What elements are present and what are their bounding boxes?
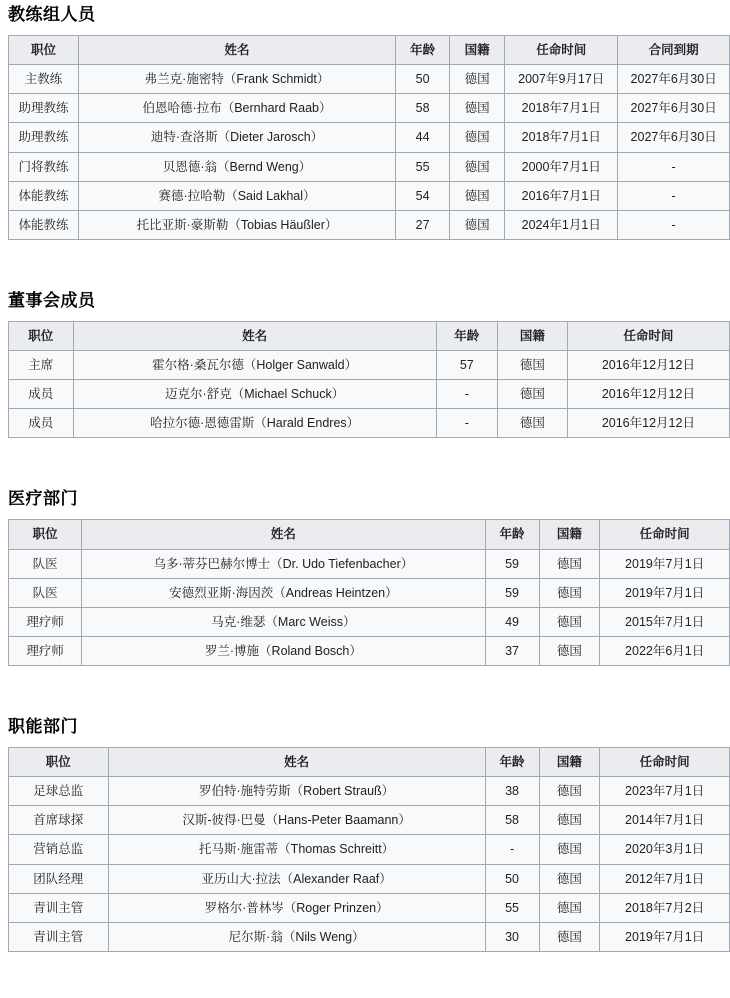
column-header: 职位 <box>9 748 109 777</box>
column-header: 任命时间 <box>505 36 618 65</box>
table-cell: 理疗师 <box>9 607 82 636</box>
table-row <box>9 922 730 951</box>
table-cell: 德国 <box>497 409 567 438</box>
table-cell: 首席球探 <box>9 806 109 835</box>
table-cell: 青训主管 <box>9 922 109 951</box>
column-header: 年龄 <box>485 748 539 777</box>
table-cell: 2024年1月1日 <box>505 210 618 239</box>
table-cell: 弗兰克·施密特（Frank Schmidt） <box>79 65 396 94</box>
table-cell: 主席 <box>9 351 74 380</box>
table-cell: 德国 <box>450 210 505 239</box>
table-cell: 亚历山大·拉法（Alexander Raaf） <box>108 864 485 893</box>
column-header: 年龄 <box>485 520 539 549</box>
table-cell: 德国 <box>450 152 505 181</box>
staff-section <box>0 712 730 952</box>
staff-section <box>0 286 730 439</box>
staff-section <box>0 484 730 666</box>
column-header: 年龄 <box>436 321 497 350</box>
table-cell: 58 <box>485 806 539 835</box>
table-cell: 54 <box>396 181 450 210</box>
column-header: 年龄 <box>396 36 450 65</box>
table-row <box>9 181 730 210</box>
table-cell: 2000年7月1日 <box>505 152 618 181</box>
table-row <box>9 864 730 893</box>
staff-table <box>8 747 730 952</box>
column-header: 任命时间 <box>600 520 730 549</box>
table-cell: 德国 <box>539 922 600 951</box>
table-header-row <box>9 321 730 350</box>
table-cell: 德国 <box>539 893 600 922</box>
section-title: 医疗部门 <box>8 489 78 509</box>
table-row <box>9 777 730 806</box>
table-cell: - <box>618 210 730 239</box>
table-row <box>9 549 730 578</box>
table-cell: 2019年7月1日 <box>600 922 730 951</box>
table-cell: 德国 <box>450 181 505 210</box>
table-row <box>9 94 730 123</box>
table-cell: 德国 <box>539 578 600 607</box>
table-cell: 2018年7月2日 <box>600 893 730 922</box>
section-title: 职能部门 <box>8 717 78 736</box>
table-cell: 赛德·拉哈勒（Said Lakhal） <box>79 181 396 210</box>
table-cell: 成员 <box>9 409 74 438</box>
table-cell: 德国 <box>539 835 600 864</box>
table-cell: 队医 <box>9 549 82 578</box>
table-cell: 59 <box>485 578 539 607</box>
table-header-row <box>9 36 730 65</box>
table-cell: - <box>618 152 730 181</box>
section-title: 教练组人员 <box>8 5 96 24</box>
table-cell: 2016年12月12日 <box>567 351 729 380</box>
table-cell: 44 <box>396 123 450 152</box>
table-cell: 2027年6月30日 <box>618 65 730 94</box>
table-header-row <box>9 748 730 777</box>
column-header: 国籍 <box>539 748 600 777</box>
table-cell: 27 <box>396 210 450 239</box>
table-cell: - <box>618 181 730 210</box>
table-cell: 58 <box>396 94 450 123</box>
table-cell: 德国 <box>539 806 600 835</box>
table-cell: 德国 <box>539 864 600 893</box>
table-cell: 安德烈亚斯·海因茨（Andreas Heintzen） <box>82 578 485 607</box>
table-cell: 2018年7月1日 <box>505 94 618 123</box>
table-cell: 汉斯-彼得·巴曼（Hans-Peter Baamann） <box>108 806 485 835</box>
table-cell: 2023年7月1日 <box>600 777 730 806</box>
column-header: 任命时间 <box>600 748 730 777</box>
table-row <box>9 123 730 152</box>
table-row <box>9 65 730 94</box>
table-cell: 乌多·蒂芬巴赫尔博士（Dr. Udo Tiefenbacher） <box>82 549 485 578</box>
table-cell: 49 <box>485 607 539 636</box>
table-cell: 队医 <box>9 578 82 607</box>
table-cell: 2022年6月1日 <box>600 636 730 665</box>
table-row <box>9 806 730 835</box>
column-header: 国籍 <box>450 36 505 65</box>
column-header: 职位 <box>9 520 82 549</box>
table-cell: 59 <box>485 549 539 578</box>
table-cell: 罗兰·博施（Roland Bosch） <box>82 636 485 665</box>
table-row <box>9 835 730 864</box>
table-cell: 迪特·查洛斯（Dieter Jarosch） <box>79 123 396 152</box>
table-row <box>9 152 730 181</box>
table-cell: 贝恩德·翁（Bernd Weng） <box>79 152 396 181</box>
table-cell: 2014年7月1日 <box>600 806 730 835</box>
table-cell: 尼尔斯·翁（Nils Weng） <box>108 922 485 951</box>
table-cell: 德国 <box>497 351 567 380</box>
table-cell: 迈克尔·舒克（Michael Schuck） <box>73 380 436 409</box>
table-cell: 门将教练 <box>9 152 79 181</box>
table-cell: 团队经理 <box>9 864 109 893</box>
table-cell: 德国 <box>539 607 600 636</box>
table-cell: 霍尔格·桑瓦尔德（Holger Sanwald） <box>73 351 436 380</box>
table-cell: 德国 <box>539 549 600 578</box>
table-cell: 托比亚斯·豪斯勒（Tobias Häußler） <box>79 210 396 239</box>
staff-table <box>8 519 730 666</box>
table-cell: 主教练 <box>9 65 79 94</box>
table-cell: 助理教练 <box>9 94 79 123</box>
column-header: 国籍 <box>497 321 567 350</box>
column-header: 国籍 <box>539 520 600 549</box>
table-cell: 德国 <box>450 94 505 123</box>
table-row <box>9 409 730 438</box>
table-cell: 罗伯特·施特劳斯（Robert Strauß） <box>108 777 485 806</box>
table-cell: - <box>436 380 497 409</box>
column-header: 姓名 <box>73 321 436 350</box>
table-cell: 哈拉尔德·恩德雷斯（Harald Endres） <box>73 409 436 438</box>
table-cell: 体能教练 <box>9 181 79 210</box>
table-cell: 理疗师 <box>9 636 82 665</box>
table-row <box>9 210 730 239</box>
table-cell: 德国 <box>450 123 505 152</box>
table-cell: 罗格尔·普林岑（Roger Prinzen） <box>108 893 485 922</box>
table-cell: 57 <box>436 351 497 380</box>
table-cell: 德国 <box>450 65 505 94</box>
table-cell: 2016年12月12日 <box>567 409 729 438</box>
table-cell: 55 <box>485 893 539 922</box>
table-cell: 马克·维瑟（Marc Weiss） <box>82 607 485 636</box>
column-header: 姓名 <box>79 36 396 65</box>
table-row <box>9 351 730 380</box>
table-cell: 2027年6月30日 <box>618 123 730 152</box>
table-cell: 德国 <box>497 380 567 409</box>
section-title: 董事会成员 <box>8 290 96 310</box>
column-header: 合同到期 <box>618 36 730 65</box>
table-cell: 德国 <box>539 636 600 665</box>
table-cell: 德国 <box>539 777 600 806</box>
table-cell: 2027年6月30日 <box>618 94 730 123</box>
table-cell: 38 <box>485 777 539 806</box>
table-cell: 营销总监 <box>9 835 109 864</box>
table-cell: - <box>485 835 539 864</box>
table-cell: 2012年7月1日 <box>600 864 730 893</box>
table-cell: 2015年7月1日 <box>600 607 730 636</box>
table-cell: 成员 <box>9 380 74 409</box>
table-cell: 2020年3月1日 <box>600 835 730 864</box>
table-cell: 2016年12月12日 <box>567 380 729 409</box>
table-header-row <box>9 520 730 549</box>
table-cell: 体能教练 <box>9 210 79 239</box>
table-cell: 托马斯·施雷蒂（Thomas Schreitt） <box>108 835 485 864</box>
table-cell: 2007年9月17日 <box>505 65 618 94</box>
table-cell: 足球总监 <box>9 777 109 806</box>
column-header: 姓名 <box>82 520 485 549</box>
table-cell: 30 <box>485 922 539 951</box>
table-cell: 2019年7月1日 <box>600 549 730 578</box>
staff-table <box>8 321 730 439</box>
staff-section <box>0 0 730 240</box>
table-cell: 50 <box>485 864 539 893</box>
table-row <box>9 578 730 607</box>
table-cell: 2018年7月1日 <box>505 123 618 152</box>
table-cell: 助理教练 <box>9 123 79 152</box>
table-cell: 伯恩哈德·拉布（Bernhard Raab） <box>79 94 396 123</box>
table-cell: 37 <box>485 636 539 665</box>
staff-table <box>8 35 730 240</box>
column-header: 姓名 <box>108 748 485 777</box>
table-cell: 50 <box>396 65 450 94</box>
table-row <box>9 607 730 636</box>
table-cell: 55 <box>396 152 450 181</box>
column-header: 职位 <box>9 321 74 350</box>
table-cell: 青训主管 <box>9 893 109 922</box>
column-header: 职位 <box>9 36 79 65</box>
table-cell: - <box>436 409 497 438</box>
table-row <box>9 380 730 409</box>
column-header: 任命时间 <box>567 321 729 350</box>
table-row <box>9 893 730 922</box>
table-cell: 2019年7月1日 <box>600 578 730 607</box>
table-row <box>9 636 730 665</box>
table-cell: 2016年7月1日 <box>505 181 618 210</box>
